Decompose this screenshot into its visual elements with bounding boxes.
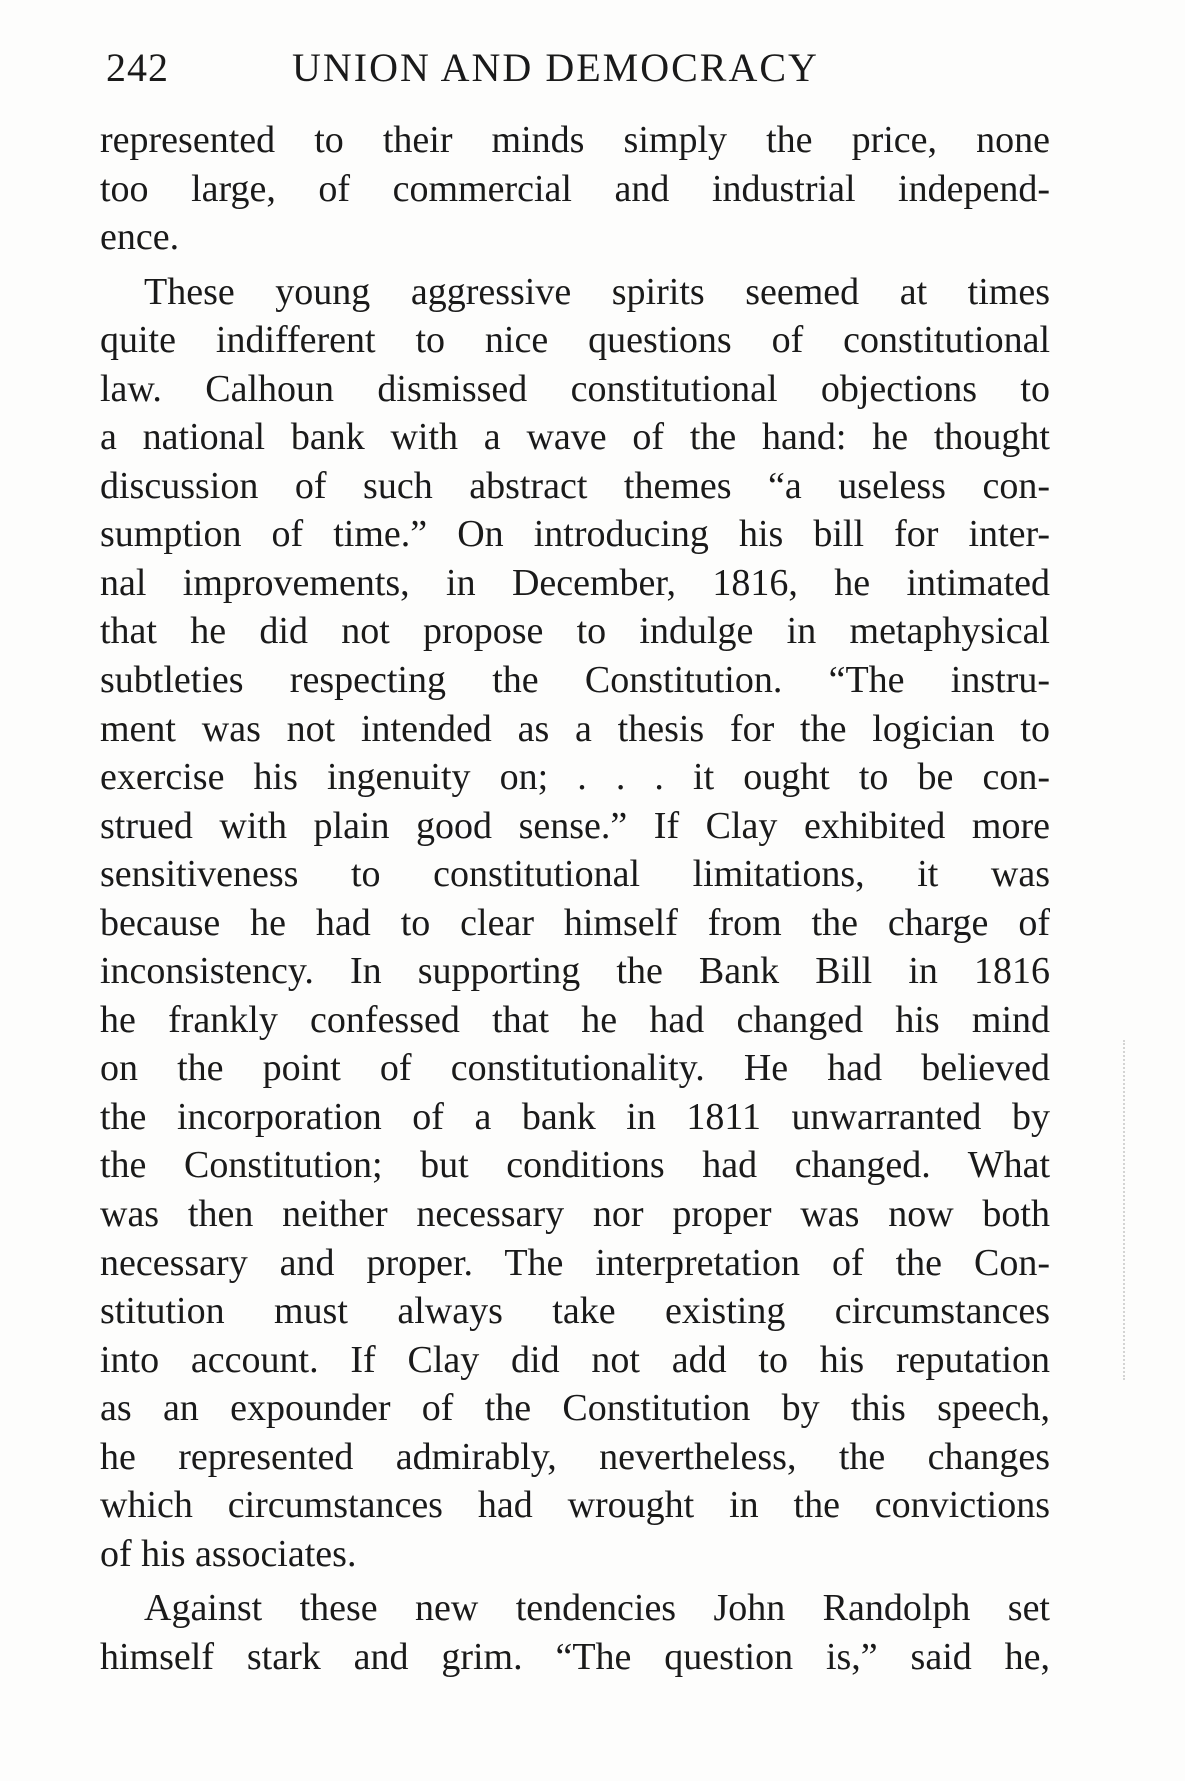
text-line: a national bank with a wave of the hand: he thought xyxy=(100,416,1050,459)
running-head xyxy=(106,38,1066,98)
text-line: These young aggressive spirits seemed at times xyxy=(144,270,1050,313)
text-line: on the point of constitutionality. He had believed xyxy=(100,1047,1050,1090)
text-line: nal improvements, in December, 1816, he intimated xyxy=(100,561,1050,604)
running-title: UNION AND DEMOCRACY xyxy=(292,45,819,90)
text-line: law. Calhoun dismissed constitutional objections to xyxy=(100,367,1050,410)
text-line: ence. xyxy=(100,216,180,259)
paragraph xyxy=(100,116,1050,262)
text-line: the Constitution; but conditions had changed. What xyxy=(100,1144,1050,1187)
text-line: which circumstances had wrought in the convictions xyxy=(100,1484,1050,1527)
paragraph xyxy=(100,1584,1050,1681)
text-line: was then neither necessary nor proper was now both xyxy=(100,1193,1050,1236)
text-line: exercise his ingenuity on; . . . it ought to be con- xyxy=(100,756,1050,799)
text-line: ment was not intended as a thesis for the logician to xyxy=(100,707,1050,750)
text-line: stitution must always take existing circumstances xyxy=(100,1290,1050,1333)
text-line: himself stark and grim. “The question is,” said he, xyxy=(100,1635,1050,1678)
text-line: quite indifferent to nice questions of constitutional xyxy=(100,319,1050,362)
text-line: that he did not propose to indulge in metaphysical xyxy=(100,610,1050,653)
text-line: because he had to clear himself from the charge of xyxy=(100,901,1050,944)
text-line: sumption of time.” On introducing his bill for inter- xyxy=(100,513,1050,556)
text-line: discussion of such abstract themes “a useless con- xyxy=(100,464,1050,507)
text-line: the incorporation of a bank in 1811 unwarranted by xyxy=(100,1095,1050,1138)
text-line: he represented admirably, nevertheless, the changes xyxy=(100,1435,1050,1478)
text-line: strued with plain good sense.” If Clay exhibited more xyxy=(100,804,1050,847)
scan-artifact xyxy=(1117,1040,1125,1380)
text-line: he frankly confessed that he had changed his mind xyxy=(100,998,1050,1041)
text-line: of his associates. xyxy=(100,1532,357,1575)
body-text xyxy=(100,116,1050,1682)
text-line: necessary and proper. The interpretation of the Con- xyxy=(100,1241,1050,1284)
text-line: as an expounder of the Constitution by this speech, xyxy=(100,1387,1050,1430)
text-line: too large, of commercial and industrial independ- xyxy=(100,167,1050,210)
text-line: subtleties respecting the Constitution. “The instru- xyxy=(100,659,1050,702)
text-line: into account. If Clay did not add to his reputation xyxy=(100,1338,1050,1381)
text-line: inconsistency. In supporting the Bank Bill in 1816 xyxy=(100,950,1050,993)
text-line: represented to their minds simply the price, none xyxy=(100,119,1050,161)
paragraph xyxy=(100,268,1050,1579)
text-line: sensitiveness to constitutional limitations, it was xyxy=(100,853,1050,896)
page-number: 242 xyxy=(106,45,169,90)
text-line: Against these new tendencies John Randolph set xyxy=(144,1587,1050,1630)
